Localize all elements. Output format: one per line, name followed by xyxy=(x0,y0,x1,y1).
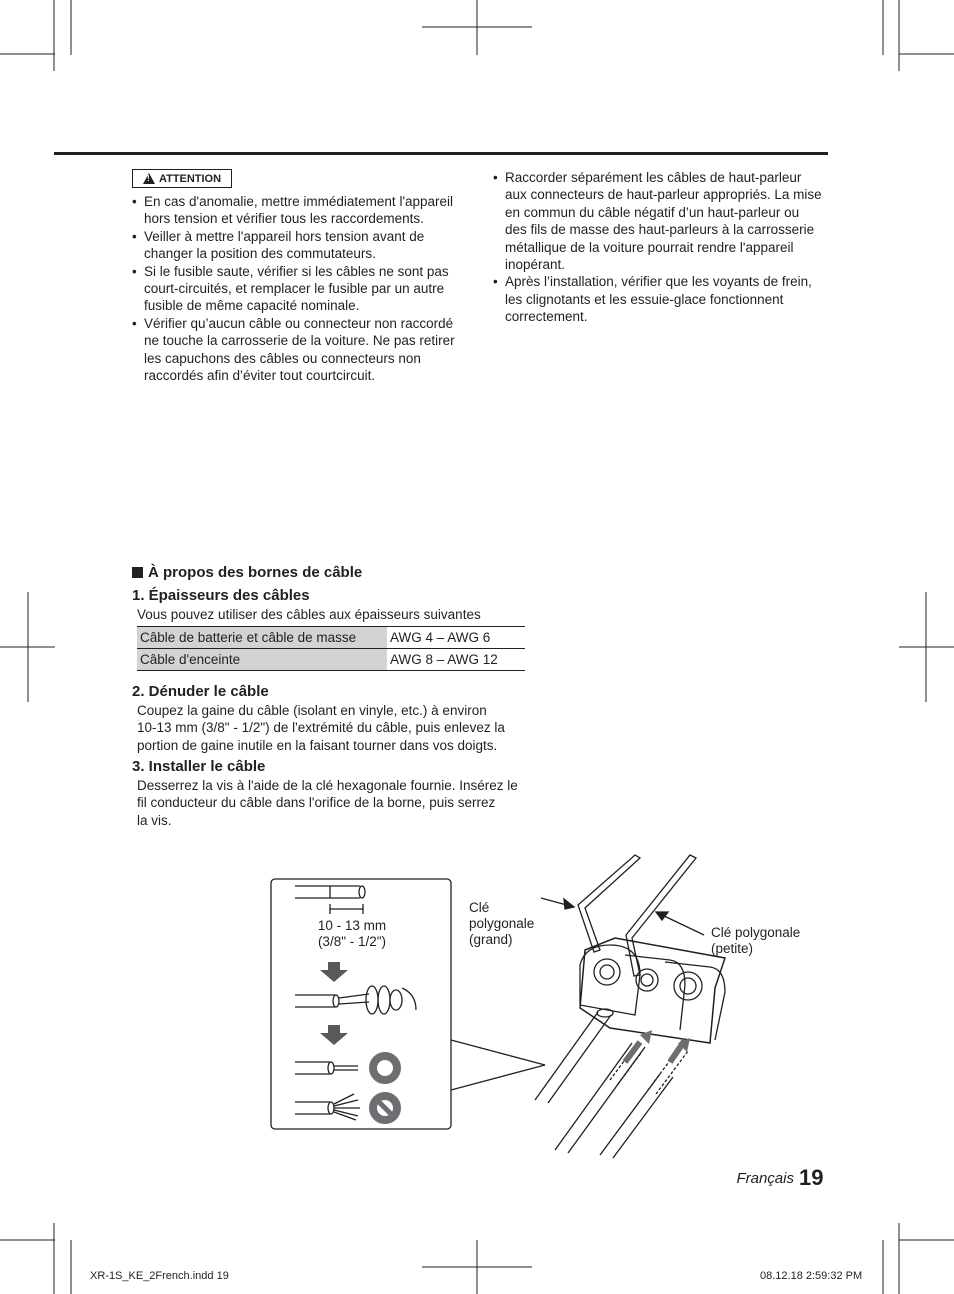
list-item: • En cas d'anomalie, mettre immédiatement l'appareil hors tension et vérifier tous les raccordements. xyxy=(132,193,462,228)
list-item: • Vérifier qu’aucun câble ou connecteur non raccordé ne touche la carrosserie de la voiture. Ne pas retirer les capuchons des câbles ou connecteurs non raccordés afin d’éviter tout courtcircuit. xyxy=(132,315,462,385)
wire-twist-icon xyxy=(295,986,416,1014)
prohibited-icon xyxy=(373,1096,397,1120)
wire-measure-icon xyxy=(295,886,365,914)
callout-line xyxy=(451,1065,545,1090)
table-cell: AWG 8 – AWG 12 xyxy=(387,649,525,671)
text-line: 10 - 13 mm xyxy=(317,918,387,933)
section-title: À propos des bornes de câble xyxy=(148,564,363,581)
step1-title: 1. Épaisseurs des câbles xyxy=(132,587,310,604)
text-line: Clé xyxy=(469,900,490,915)
step2-title: 2. Dénuder le câble xyxy=(132,683,269,700)
slug-filename: XR-1S_KE_2French.indd 19 xyxy=(90,1270,229,1282)
table-cell: Câble de batterie et câble de masse xyxy=(137,627,387,649)
warning-icon: ! xyxy=(143,173,155,184)
list-item: • Raccorder séparément les câbles de haut-parleur aux connecteurs de haut-parleur appropriés. La mise en commun du câble négatif d’un haut-parleur ou des fils de masse des haut-parleurs à la carrosserie métallique de la voiture pourrait rendre l'appareil inopérant. xyxy=(493,169,823,273)
small-key-label xyxy=(711,925,800,957)
arrowhead-icon xyxy=(564,899,574,909)
list-item: • Après l’installation, vérifier que les voyants de frein, les clignotants et les essuie-glace fonctionnent correctement. xyxy=(493,273,823,325)
insert-arrow-icon xyxy=(625,1040,685,1062)
hex-key-large-icon xyxy=(578,855,640,952)
down-arrow-icon xyxy=(320,1025,348,1045)
list-item: • Veiller à mettre l'appareil hors tension avant de changer la position des commutateurs. xyxy=(132,228,462,263)
table-cell: Câble d'enceinte xyxy=(137,649,387,671)
list-item: • Si le fusible saute, vérifier si les câbles ne sont pas court-circuités, et remplacer le fusible par un autre fusible de même capacité nominale. xyxy=(132,263,462,315)
cable-icon xyxy=(535,1009,688,1158)
text-line: fil conducteur du câble dans l'orifice de la borne, puis serrez xyxy=(137,795,496,811)
ok-circle-icon xyxy=(373,1056,397,1080)
callout-line xyxy=(451,1040,545,1065)
text-line: (grand) xyxy=(469,932,513,947)
table-cell: AWG 4 – AWG 6 xyxy=(387,627,525,649)
arrowhead-icon xyxy=(656,912,668,920)
wire-correct-icon xyxy=(295,1062,358,1074)
strip-length-label xyxy=(307,918,397,950)
slug-date: 08.12.18 2:59:32 PM xyxy=(760,1270,863,1282)
footer-language: Français xyxy=(736,1170,794,1187)
text-line: polygonale xyxy=(469,916,535,931)
text-line: la vis. xyxy=(137,812,172,828)
down-arrow-icon xyxy=(320,962,348,982)
leader-line xyxy=(660,914,704,935)
step1-text: Vous pouvez utiliser des câbles aux épaisseurs suivantes xyxy=(137,607,481,622)
step3-title: 3. Installer le câble xyxy=(132,758,266,775)
attention-text: ATTENTION xyxy=(158,172,222,185)
text-line: 10-13 mm (3/8" - 1/2") de l'extrémité du câble, puis enlevez la xyxy=(137,720,505,736)
text-line: (3/8" - 1/2") xyxy=(317,934,387,949)
text-line: Clé polygonale xyxy=(711,925,801,940)
page-number: 19 xyxy=(799,1165,824,1190)
text-line: Coupez la gaine du câble (isolant en vinyle, etc.) à environ xyxy=(137,703,487,718)
text-line: (petite) xyxy=(711,941,754,956)
wire-incorrect-icon xyxy=(295,1094,360,1120)
stripping-inset-box xyxy=(271,879,451,1129)
text-line: Desserrez la vis à l'aide de la clé hexagonale fournie. Insérez le xyxy=(137,778,518,793)
text-line: portion de gaine inutile en la faisant tourner dans vos doigts. xyxy=(137,737,498,753)
large-key-label xyxy=(469,900,534,948)
